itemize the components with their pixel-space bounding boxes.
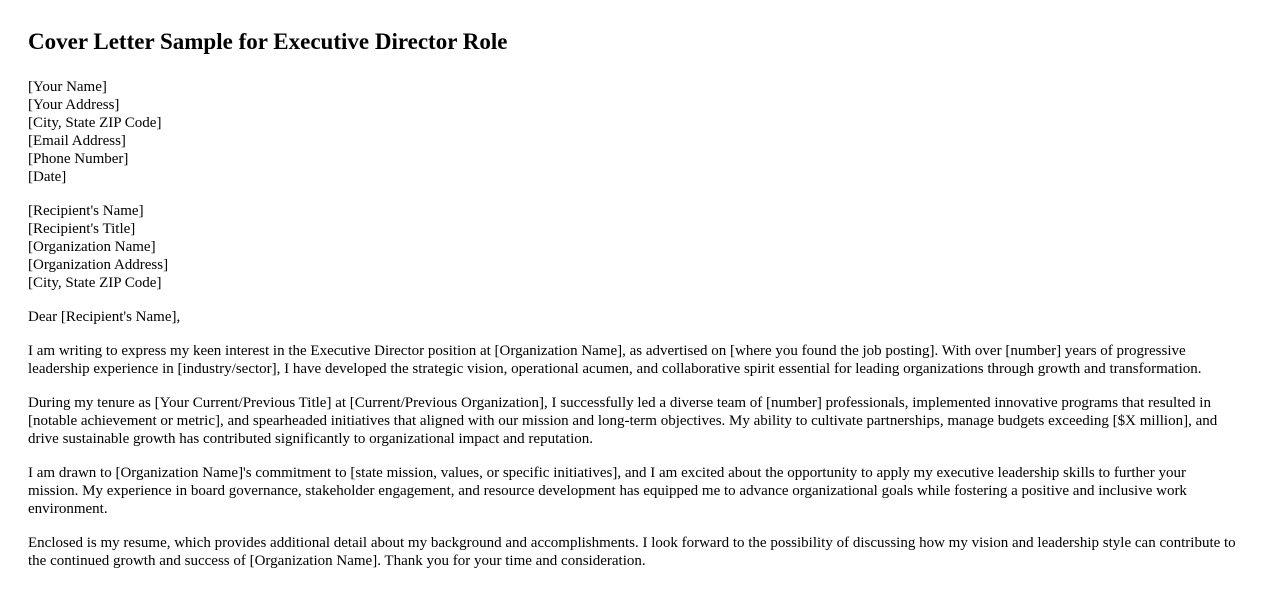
sender-email: [Email Address] [28, 133, 126, 149]
recipient-title: [Recipient's Title] [28, 221, 136, 237]
page-title: Cover Letter Sample for Executive Director Role [28, 29, 508, 54]
letter-date: [Date] [28, 169, 67, 185]
recipient-address-block [28, 202, 1238, 292]
recipient-organization: [Organization Name] [28, 239, 156, 255]
body-paragraph-1: I am writing to express my keen interest in the Executive Director position at [Organization Name], as advertised on [where you found the job posting]. With over [number] years of progressive leadership experience in [industry/sector], I have developed the strategic vision, operational acumen, and collaborative spirit essential for leading organizations through growth and transformation. [28, 343, 1202, 377]
sender-name: [Your Name] [28, 79, 107, 95]
body-paragraph-2: During my tenure as [Your Current/Previous Title] at [Current/Previous Organization], I successfully led a diverse team of [number] professionals, implemented innovative programs that resulted in [notable achievement or metric], and spearheaded initiatives that aligned with our mission and long-term objectives. My ability to cultivate partnerships, manage budgets exceeding [$X million], and drive sustainable growth has contributed significantly to organizational impact and reputation. [28, 395, 1218, 447]
sender-address-block [28, 78, 1238, 186]
body-paragraph-3: I am drawn to [Organization Name]'s commitment to [state mission, values, or specific initiatives], and I am excited about the opportunity to apply my executive leadership skills to further your mission. My experience in board governance, stakeholder engagement, and resource development has equipped me to advance organizational goals while fostering a positive and inclusive work environment. [28, 465, 1187, 517]
salutation: Dear [Recipient's Name], [28, 309, 181, 325]
recipient-name: [Recipient's Name] [28, 203, 144, 219]
body-paragraph-4: Enclosed is my resume, which provides additional detail about my background and accomplishments. I look forward to the possibility of discussing how my vision and leadership style can contribute to the continued growth and success of [Organization Name]. Thank you for your time and consideration. [28, 535, 1236, 569]
recipient-city-state-zip: [City, State ZIP Code] [28, 275, 162, 291]
sender-phone: [Phone Number] [28, 151, 129, 167]
sender-city-state-zip: [City, State ZIP Code] [28, 115, 162, 131]
recipient-organization-address: [Organization Address] [28, 257, 169, 273]
sender-address: [Your Address] [28, 97, 120, 113]
